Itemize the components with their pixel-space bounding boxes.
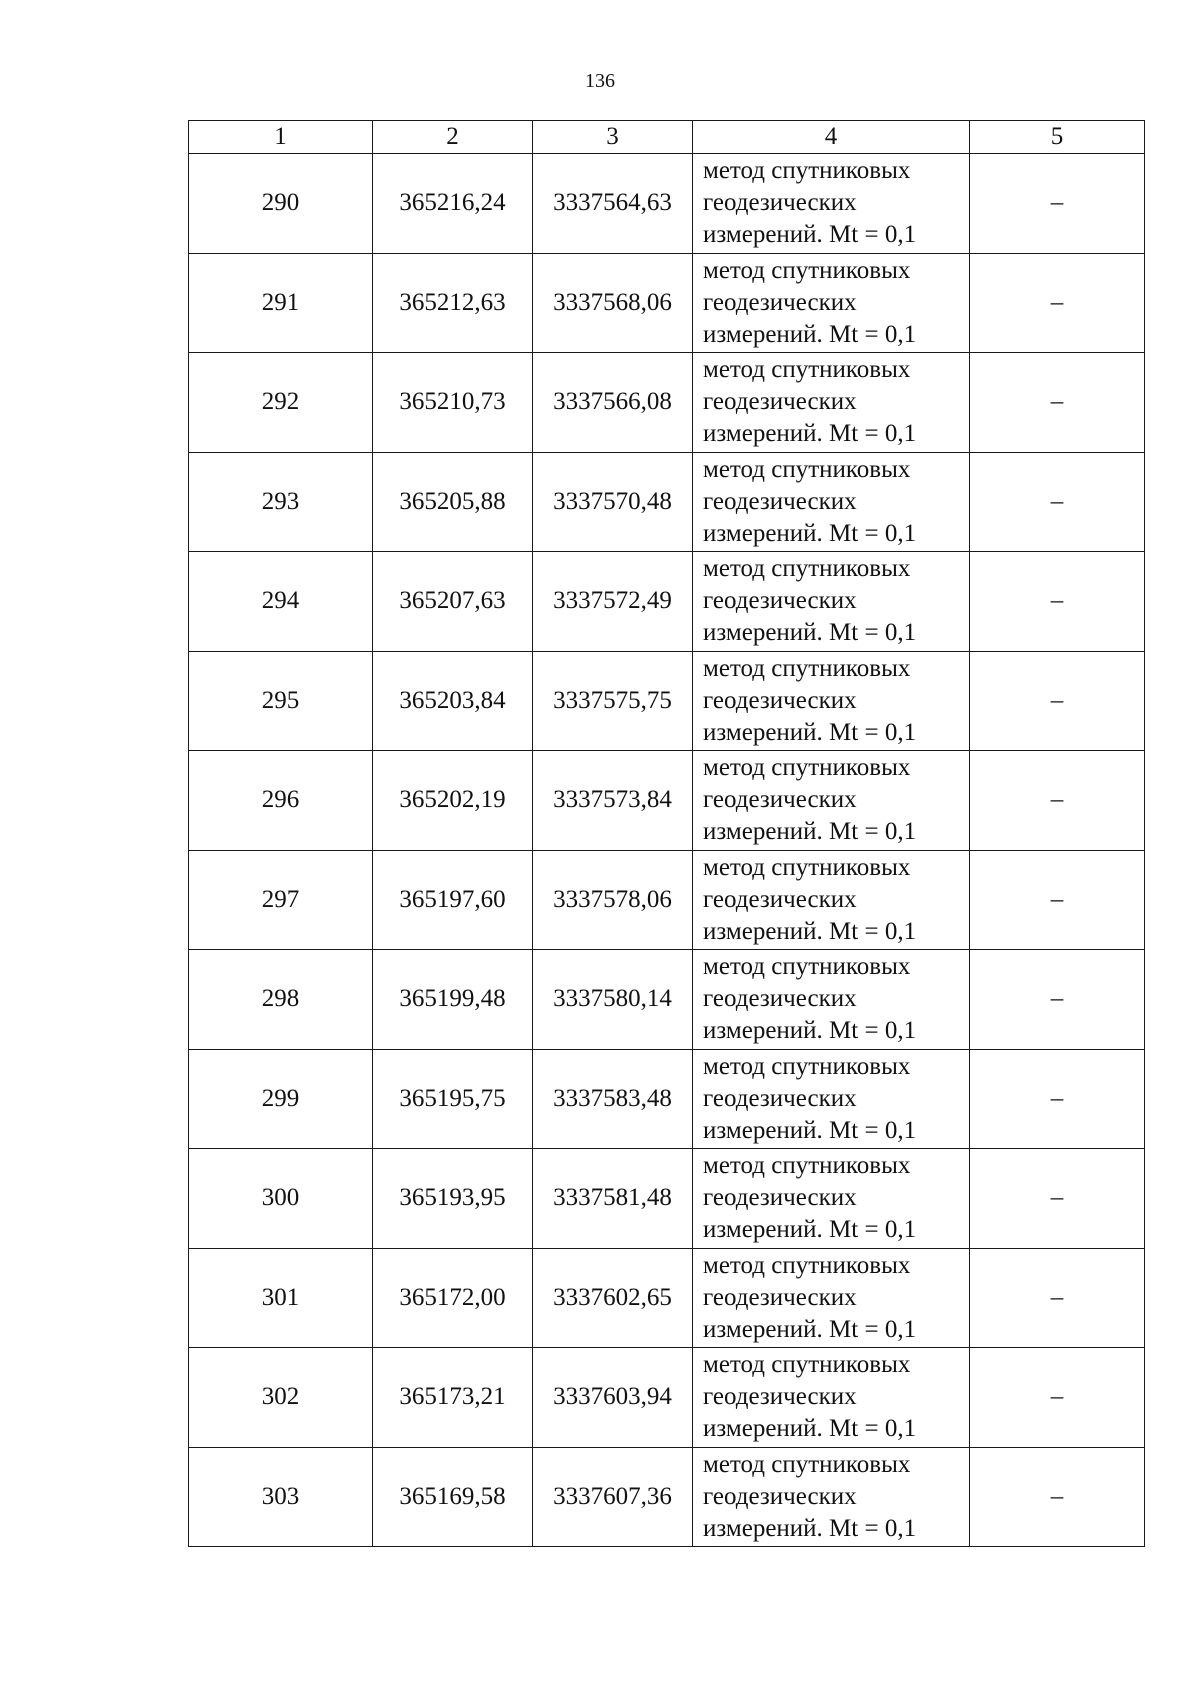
y-coordinate-cell: 3337570,48 bbox=[533, 452, 693, 552]
method-line: измерений. Mt = 0,1 bbox=[703, 1116, 917, 1144]
method-cell bbox=[693, 552, 970, 652]
method-cell bbox=[693, 154, 970, 254]
x-coordinate-cell: 365202,19 bbox=[373, 751, 533, 851]
y-coordinate-cell: 3337572,49 bbox=[533, 552, 693, 652]
method-line: метод спутниковых bbox=[703, 953, 911, 981]
y-coordinate-cell: 3337578,06 bbox=[533, 850, 693, 950]
x-coordinate-cell: 365207,63 bbox=[373, 552, 533, 652]
x-coordinate-cell: 365199,48 bbox=[373, 950, 533, 1050]
y-coordinate-cell: 3337583,48 bbox=[533, 1049, 693, 1149]
table-row bbox=[189, 1248, 1145, 1348]
method-cell bbox=[693, 1447, 970, 1547]
table-row bbox=[189, 850, 1145, 950]
table-row bbox=[189, 1348, 1145, 1448]
table-row bbox=[189, 552, 1145, 652]
point-number-cell: 296 bbox=[189, 751, 373, 851]
y-coordinate-cell: 3337573,84 bbox=[533, 751, 693, 851]
point-number-cell: 291 bbox=[189, 253, 373, 353]
method-line: геодезических bbox=[703, 985, 857, 1013]
method-line: метод спутниковых bbox=[703, 256, 911, 284]
table-row bbox=[189, 651, 1145, 751]
method-line: геодезических bbox=[703, 388, 857, 416]
method-cell bbox=[693, 950, 970, 1050]
y-coordinate-cell: 3337581,48 bbox=[533, 1149, 693, 1249]
table-row bbox=[189, 950, 1145, 1050]
method-cell bbox=[693, 1348, 970, 1448]
method-line: геодезических bbox=[703, 288, 857, 316]
point-number-cell: 290 bbox=[189, 154, 373, 254]
method-line: геодезических bbox=[703, 885, 857, 913]
method-line: измерений. Mt = 0,1 bbox=[703, 818, 917, 846]
method-line: метод спутниковых bbox=[703, 455, 911, 483]
method-line: измерений. Mt = 0,1 bbox=[703, 1514, 917, 1542]
method-line: метод спутниковых bbox=[703, 1052, 911, 1080]
method-cell bbox=[693, 751, 970, 851]
method-line: измерений. Mt = 0,1 bbox=[703, 1216, 917, 1244]
table-row bbox=[189, 751, 1145, 851]
header-col-2: 2 bbox=[373, 121, 533, 154]
note-cell: – bbox=[970, 452, 1145, 552]
method-line: геодезических bbox=[703, 587, 857, 615]
method-cell bbox=[693, 452, 970, 552]
method-line: измерений. Mt = 0,1 bbox=[703, 619, 917, 647]
method-line: измерений. Mt = 0,1 bbox=[703, 917, 917, 945]
method-cell bbox=[693, 353, 970, 453]
note-cell: – bbox=[970, 253, 1145, 353]
method-line: геодезических bbox=[703, 189, 857, 217]
note-cell: – bbox=[970, 850, 1145, 950]
x-coordinate-cell: 365193,95 bbox=[373, 1149, 533, 1249]
point-number-cell: 297 bbox=[189, 850, 373, 950]
method-line: измерений. Mt = 0,1 bbox=[703, 718, 917, 746]
method-line: геодезических bbox=[703, 786, 857, 814]
header-col-5: 5 bbox=[970, 121, 1145, 154]
point-number-cell: 301 bbox=[189, 1248, 373, 1348]
y-coordinate-cell: 3337580,14 bbox=[533, 950, 693, 1050]
note-cell: – bbox=[970, 1149, 1145, 1249]
note-cell: – bbox=[970, 1348, 1145, 1448]
x-coordinate-cell: 365197,60 bbox=[373, 850, 533, 950]
method-cell bbox=[693, 1049, 970, 1149]
y-coordinate-cell: 3337603,94 bbox=[533, 1348, 693, 1448]
method-line: метод спутниковых bbox=[703, 1251, 911, 1279]
method-line: геодезических bbox=[703, 1383, 857, 1411]
method-cell bbox=[693, 1149, 970, 1249]
page-number: 136 bbox=[585, 70, 615, 92]
method-line: геодезических bbox=[703, 1283, 857, 1311]
note-cell: – bbox=[970, 1447, 1145, 1547]
method-line: геодезических bbox=[703, 1184, 857, 1212]
note-cell: – bbox=[970, 353, 1145, 453]
table-row bbox=[189, 154, 1145, 254]
x-coordinate-cell: 365203,84 bbox=[373, 651, 533, 751]
method-line: метод спутниковых bbox=[703, 654, 911, 682]
note-cell: – bbox=[970, 552, 1145, 652]
point-number-cell: 292 bbox=[189, 353, 373, 453]
table-header bbox=[189, 121, 1145, 154]
y-coordinate-cell: 3337575,75 bbox=[533, 651, 693, 751]
x-coordinate-cell: 365172,00 bbox=[373, 1248, 533, 1348]
method-line: измерений. Mt = 0,1 bbox=[703, 320, 917, 348]
y-coordinate-cell: 3337602,65 bbox=[533, 1248, 693, 1348]
method-line: геодезических bbox=[703, 487, 857, 515]
method-cell bbox=[693, 850, 970, 950]
method-line: метод спутниковых bbox=[703, 1351, 911, 1379]
table-row bbox=[189, 1149, 1145, 1249]
point-number-cell: 293 bbox=[189, 452, 373, 552]
x-coordinate-cell: 365212,63 bbox=[373, 253, 533, 353]
table-row bbox=[189, 1447, 1145, 1547]
method-line: измерений. Mt = 0,1 bbox=[703, 519, 917, 547]
method-line: метод спутниковых bbox=[703, 853, 911, 881]
header-col-4: 4 bbox=[693, 121, 970, 154]
method-line: метод спутниковых bbox=[703, 555, 911, 583]
method-line: метод спутниковых bbox=[703, 356, 911, 384]
y-coordinate-cell: 3337568,06 bbox=[533, 253, 693, 353]
method-line: геодезических bbox=[703, 1482, 857, 1510]
method-line: метод спутниковых bbox=[703, 1152, 911, 1180]
note-cell: – bbox=[970, 1248, 1145, 1348]
x-coordinate-cell: 365173,21 bbox=[373, 1348, 533, 1448]
method-cell bbox=[693, 253, 970, 353]
method-line: измерений. Mt = 0,1 bbox=[703, 1017, 917, 1045]
header-col-1: 1 bbox=[189, 121, 373, 154]
y-coordinate-cell: 3337607,36 bbox=[533, 1447, 693, 1547]
table-row bbox=[189, 353, 1145, 453]
method-cell bbox=[693, 1248, 970, 1348]
point-number-cell: 295 bbox=[189, 651, 373, 751]
method-line: метод спутниковых bbox=[703, 1450, 911, 1478]
y-coordinate-cell: 3337566,08 bbox=[533, 353, 693, 453]
note-cell: – bbox=[970, 1049, 1145, 1149]
point-number-cell: 303 bbox=[189, 1447, 373, 1547]
method-line: метод спутниковых bbox=[703, 754, 911, 782]
method-line: измерений. Mt = 0,1 bbox=[703, 420, 917, 448]
point-number-cell: 298 bbox=[189, 950, 373, 1050]
table-row bbox=[189, 253, 1145, 353]
point-number-cell: 294 bbox=[189, 552, 373, 652]
note-cell: – bbox=[970, 651, 1145, 751]
x-coordinate-cell: 365169,58 bbox=[373, 1447, 533, 1547]
note-cell: – bbox=[970, 751, 1145, 851]
method-line: измерений. Mt = 0,1 bbox=[703, 221, 917, 249]
point-number-cell: 299 bbox=[189, 1049, 373, 1149]
y-coordinate-cell: 3337564,63 bbox=[533, 154, 693, 254]
header-row bbox=[189, 121, 1145, 154]
x-coordinate-cell: 365205,88 bbox=[373, 452, 533, 552]
x-coordinate-cell: 365195,75 bbox=[373, 1049, 533, 1149]
header-col-3: 3 bbox=[533, 121, 693, 154]
method-line: измерений. Mt = 0,1 bbox=[703, 1315, 917, 1343]
table-row bbox=[189, 1049, 1145, 1149]
method-line: геодезических bbox=[703, 686, 857, 714]
method-line: измерений. Mt = 0,1 bbox=[703, 1415, 917, 1443]
table-row bbox=[189, 452, 1145, 552]
point-number-cell: 300 bbox=[189, 1149, 373, 1249]
method-line: геодезических bbox=[703, 1084, 857, 1112]
x-coordinate-cell: 365216,24 bbox=[373, 154, 533, 254]
method-line: метод спутниковых bbox=[703, 157, 911, 185]
x-coordinate-cell: 365210,73 bbox=[373, 353, 533, 453]
note-cell: – bbox=[970, 950, 1145, 1050]
note-cell: – bbox=[970, 154, 1145, 254]
table-body bbox=[189, 154, 1145, 1547]
point-number-cell: 302 bbox=[189, 1348, 373, 1448]
method-cell bbox=[693, 651, 970, 751]
coordinates-table bbox=[188, 120, 1145, 1547]
